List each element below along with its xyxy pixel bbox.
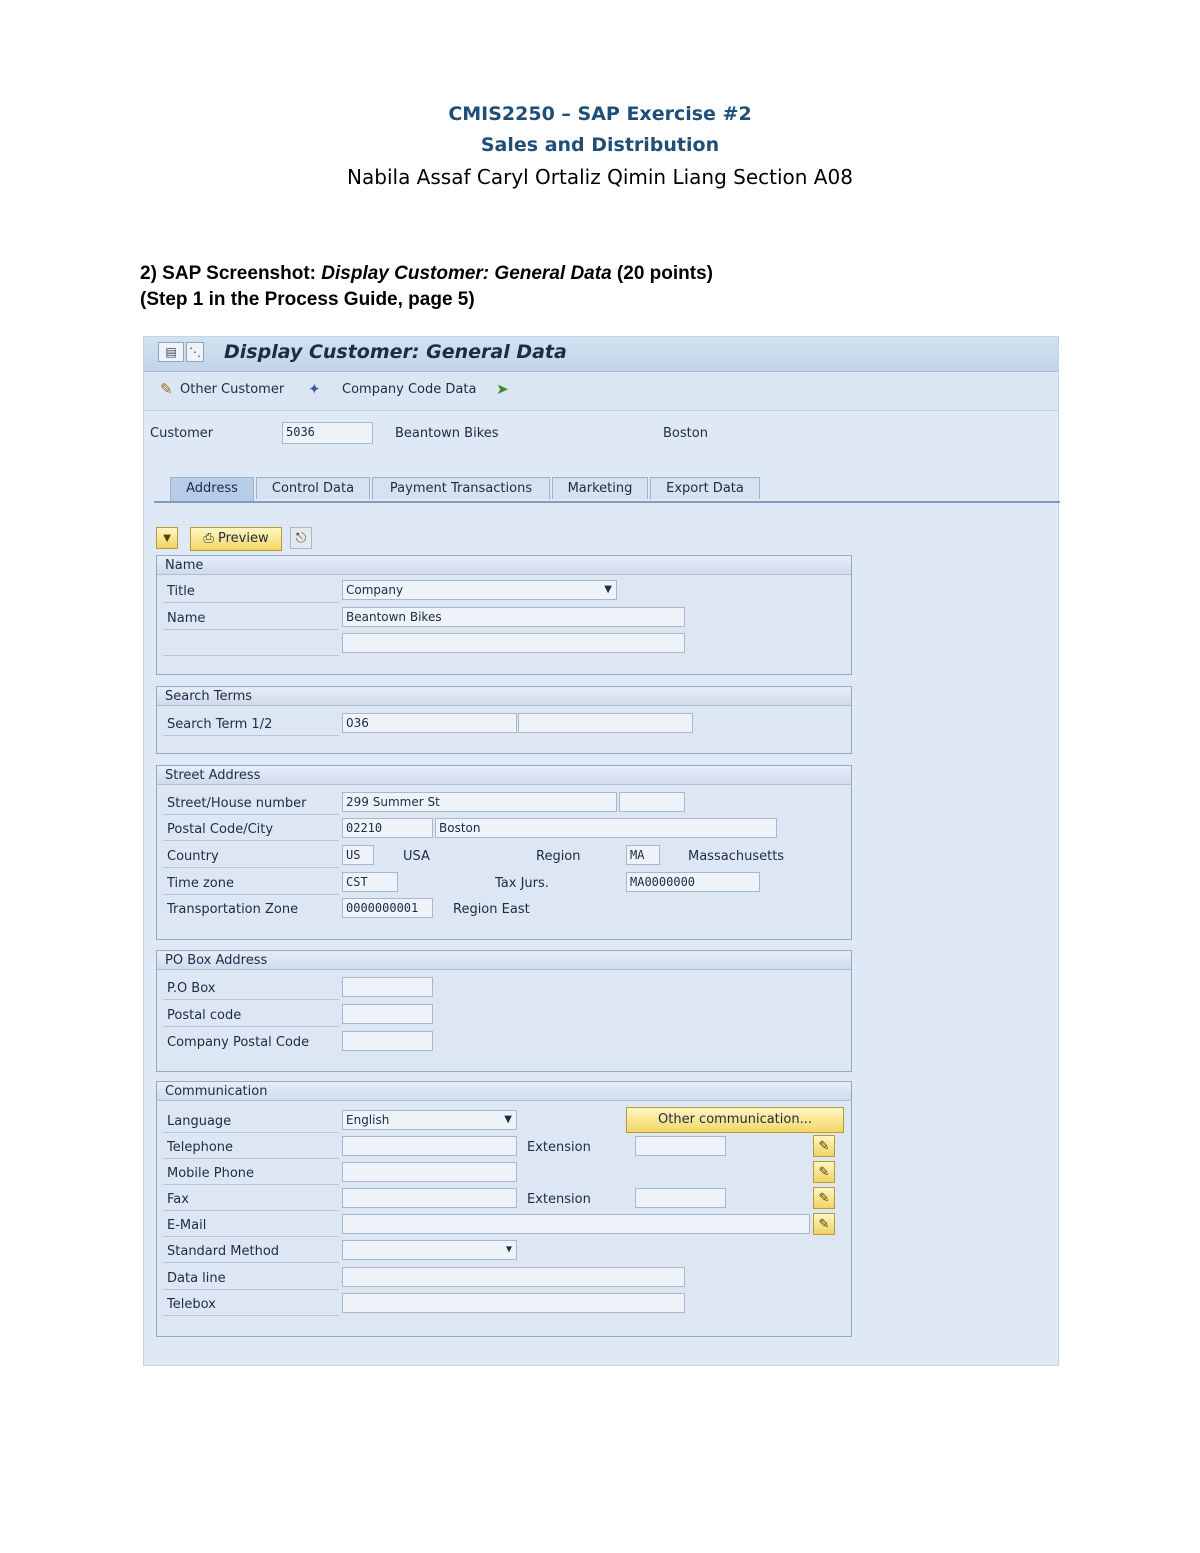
data-line-field[interactable] bbox=[342, 1267, 685, 1287]
lock-icon[interactable]: ⎋ bbox=[290, 527, 312, 549]
preview-button[interactable] bbox=[190, 527, 282, 551]
document-arrow-icon[interactable]: ➤ bbox=[496, 381, 509, 398]
chevron-down-icon: ▼ bbox=[504, 1114, 512, 1125]
row-divider bbox=[163, 1289, 339, 1290]
mobile-phone-label: Mobile Phone bbox=[167, 1166, 255, 1181]
po-postal-code-field[interactable] bbox=[342, 1004, 433, 1024]
other-communication-button[interactable]: Other communication... bbox=[626, 1107, 844, 1133]
title-select[interactable] bbox=[342, 580, 617, 600]
customer-number-field[interactable]: 5036 bbox=[282, 422, 373, 444]
fax-extension-field[interactable] bbox=[635, 1188, 726, 1208]
row-divider bbox=[163, 840, 339, 841]
region-label: Region bbox=[536, 849, 581, 864]
search-terms-group bbox=[156, 686, 852, 754]
search-terms-title: Search Terms bbox=[157, 687, 851, 706]
region-code-field[interactable]: MA bbox=[626, 845, 660, 865]
tab-payment-transactions[interactable]: Payment Transactions bbox=[372, 477, 550, 499]
street-label: Street/House number bbox=[167, 796, 307, 811]
application-toolbar bbox=[144, 372, 1058, 411]
email-label: E-Mail bbox=[167, 1218, 207, 1233]
row-divider bbox=[163, 1236, 339, 1237]
telebox-label: Telebox bbox=[167, 1297, 216, 1312]
region-name: Massachusetts bbox=[688, 849, 785, 864]
language-value: English bbox=[346, 1113, 390, 1127]
name2-field[interactable] bbox=[342, 633, 685, 653]
tax-jurisdiction-field[interactable]: MA0000000 bbox=[626, 872, 760, 892]
customer-label: Customer bbox=[150, 426, 214, 441]
document-authors: Nabila Assaf Caryl Ortaliz Qimin Liang Section A08 bbox=[347, 165, 853, 189]
tab-marketing[interactable]: Marketing bbox=[552, 477, 648, 499]
row-divider bbox=[163, 1315, 339, 1316]
sap-window bbox=[143, 336, 1059, 1366]
customer-city: Boston bbox=[663, 426, 708, 441]
search-term1-field[interactable]: 036 bbox=[342, 713, 517, 733]
country-code-field[interactable]: US bbox=[342, 845, 374, 865]
menu-icon[interactable]: ▤ bbox=[158, 342, 184, 362]
fax-field[interactable] bbox=[342, 1188, 517, 1208]
country-label: Country bbox=[167, 849, 219, 864]
language-select[interactable] bbox=[342, 1110, 517, 1130]
po-box-field[interactable] bbox=[342, 977, 433, 997]
name-field[interactable]: Beantown Bikes bbox=[342, 607, 685, 627]
preview-label: Preview bbox=[217, 531, 269, 546]
row-divider bbox=[163, 1158, 339, 1159]
printer-icon: ⎙ bbox=[203, 531, 214, 546]
standard-method-select[interactable] bbox=[342, 1240, 517, 1260]
title-value: Company bbox=[346, 583, 404, 597]
edit-mobile-icon[interactable]: ✎ bbox=[813, 1161, 835, 1183]
row-divider bbox=[163, 655, 339, 656]
edit-telephone-icon[interactable]: ✎ bbox=[813, 1135, 835, 1157]
row-divider bbox=[163, 867, 339, 868]
sap-title-bar bbox=[144, 337, 1058, 372]
po-box-title: PO Box Address bbox=[157, 951, 851, 970]
question-italic: Display Customer: General Data bbox=[321, 263, 612, 284]
country-name: USA bbox=[403, 849, 430, 864]
timezone-label: Time zone bbox=[167, 876, 234, 891]
menu-dropdown-icon[interactable]: ⋱ bbox=[186, 342, 204, 362]
question-subheading: (Step 1 in the Process Guide, page 5) bbox=[140, 289, 475, 310]
tax-jurisdiction-label: Tax Jurs. bbox=[495, 876, 549, 891]
tab-export-data[interactable]: Export Data bbox=[650, 477, 760, 499]
question-suffix: (20 points) bbox=[611, 263, 713, 284]
transport-zone-desc: Region East bbox=[453, 902, 530, 917]
chevron-down-icon: ▼ bbox=[604, 584, 612, 595]
language-label: Language bbox=[167, 1114, 232, 1129]
communication-title: Communication bbox=[157, 1082, 851, 1101]
document-subtitle: Sales and Distribution bbox=[480, 134, 720, 156]
telephone-extension-label: Extension bbox=[527, 1140, 591, 1155]
search-term2-field[interactable] bbox=[518, 713, 693, 733]
company-code-data-button[interactable]: Company Code Data bbox=[342, 382, 477, 397]
name-group-title: Name bbox=[157, 556, 851, 575]
telephone-extension-field[interactable] bbox=[635, 1136, 726, 1156]
company-code-icon: ✦ bbox=[308, 381, 321, 398]
question-prefix: 2) SAP Screenshot: bbox=[140, 263, 322, 284]
email-field[interactable] bbox=[342, 1214, 810, 1234]
name-group bbox=[156, 555, 852, 675]
timezone-field[interactable]: CST bbox=[342, 872, 398, 892]
row-divider bbox=[163, 814, 339, 815]
title-label: Title bbox=[167, 584, 195, 599]
row-divider bbox=[163, 735, 339, 736]
document-title: CMIS2250 – SAP Exercise #2 bbox=[448, 103, 752, 125]
po-box-group bbox=[156, 950, 852, 1072]
row-divider bbox=[163, 1210, 339, 1211]
po-box-label: P.O Box bbox=[167, 981, 216, 996]
address-tab-content bbox=[148, 507, 1058, 1347]
row-divider bbox=[163, 894, 339, 895]
row-divider bbox=[163, 1132, 339, 1133]
edit-fax-icon[interactable]: ✎ bbox=[813, 1187, 835, 1209]
company-postal-code-field[interactable] bbox=[342, 1031, 433, 1051]
mobile-phone-field[interactable] bbox=[342, 1162, 517, 1182]
telebox-field[interactable] bbox=[342, 1293, 685, 1313]
customer-name: Beantown Bikes bbox=[395, 426, 499, 441]
row-divider bbox=[163, 629, 339, 630]
question-heading bbox=[140, 263, 713, 285]
row-divider bbox=[163, 1184, 339, 1185]
postal-code-field[interactable]: 02210 bbox=[342, 818, 433, 838]
company-postal-code-label: Company Postal Code bbox=[167, 1035, 310, 1050]
tab-address[interactable]: Address bbox=[170, 477, 254, 501]
fax-label: Fax bbox=[167, 1192, 189, 1207]
row-divider bbox=[163, 602, 339, 603]
standard-method-label: Standard Method bbox=[167, 1244, 280, 1259]
transport-zone-label: Transportation Zone bbox=[167, 902, 299, 917]
street-address-group bbox=[156, 765, 852, 940]
telephone-field[interactable] bbox=[342, 1136, 517, 1156]
fax-extension-label: Extension bbox=[527, 1192, 591, 1207]
po-postal-code-label: Postal code bbox=[167, 1008, 242, 1023]
street-address-title: Street Address bbox=[157, 766, 851, 785]
telephone-label: Telephone bbox=[167, 1140, 234, 1155]
expand-icon[interactable]: ▼ bbox=[156, 527, 178, 549]
city-field[interactable]: Boston bbox=[435, 818, 777, 838]
other-customer-button[interactable]: Other Customer bbox=[180, 382, 285, 397]
other-customer-icon: ✎ bbox=[160, 381, 173, 398]
data-line-label: Data line bbox=[167, 1271, 226, 1286]
street-field[interactable]: 299 Summer St bbox=[342, 792, 617, 812]
window-title: Display Customer: General Data bbox=[224, 341, 567, 363]
edit-email-icon[interactable]: ✎ bbox=[813, 1213, 835, 1235]
chevron-down-icon: ▼ bbox=[505, 1244, 512, 1255]
postal-city-label: Postal Code/City bbox=[167, 822, 274, 837]
house-number-field[interactable] bbox=[619, 792, 685, 812]
row-divider bbox=[163, 1026, 339, 1027]
search-term-label: Search Term 1/2 bbox=[167, 717, 273, 732]
communication-group bbox=[156, 1081, 852, 1337]
name-label: Name bbox=[167, 611, 206, 626]
tab-strip bbox=[154, 477, 1060, 503]
row-divider bbox=[163, 999, 339, 1000]
tab-control-data[interactable]: Control Data bbox=[256, 477, 370, 499]
transport-zone-field[interactable]: 0000000001 bbox=[342, 898, 433, 918]
row-divider bbox=[163, 1262, 339, 1263]
